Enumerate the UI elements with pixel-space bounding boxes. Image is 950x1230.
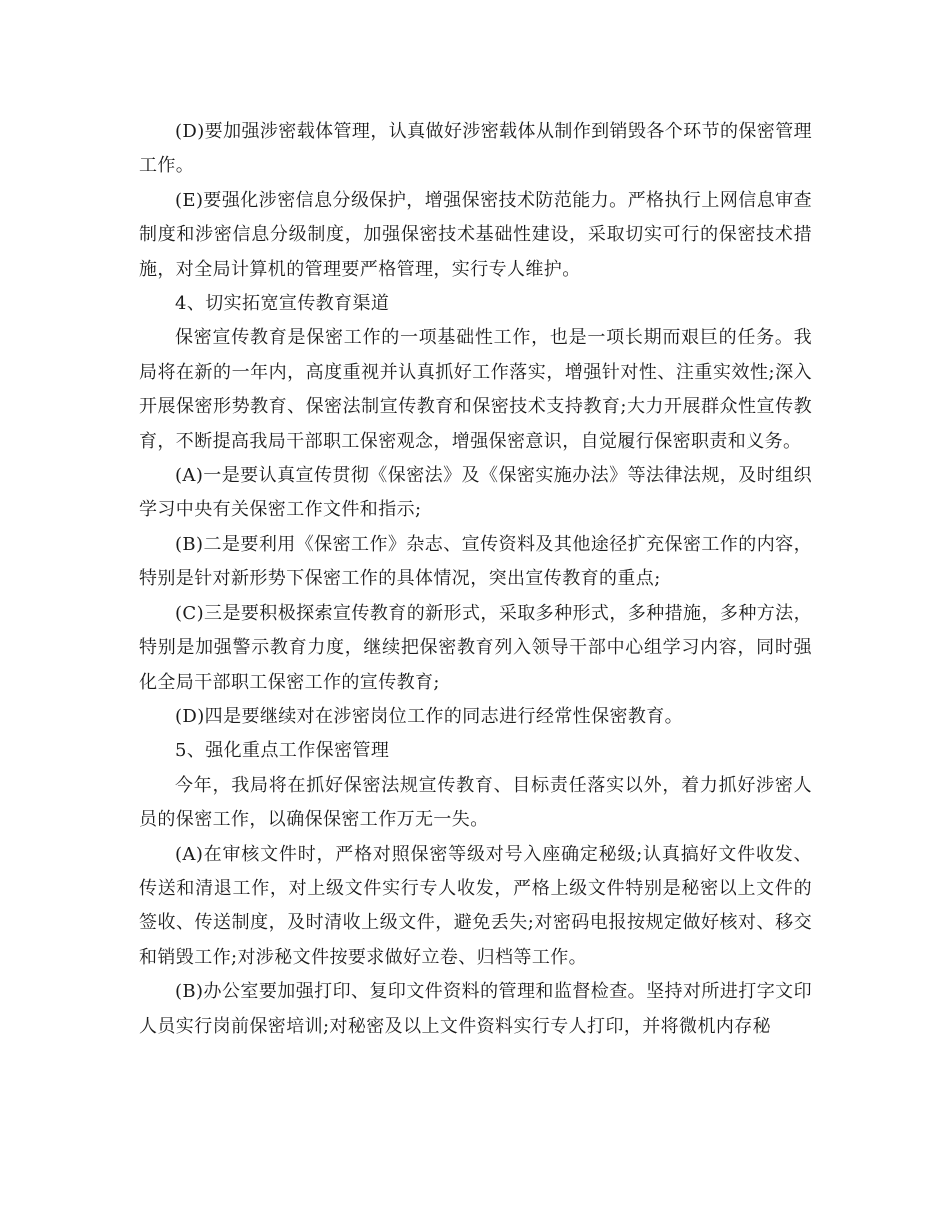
paragraph-a-document-review: (A)在审核文件时，严格对照保密等级对号入座确定秘级;认真搞好文件收发、传送和清退工作，对上级文件实行专人收发，严格上级文件特别是秘密以上文件的签收、传送制度，及时清收上级文件，避免丢失;对密码电报按规定做好核对、移交和销毁工作;对涉秘文件按要求做好立卷、归档等工作。 [139,843,812,968]
paragraph-c-new-forms: (C)三是要积极探索宣传教育的新形式，采取多种形式，多种措施，多种方法，特别是加强警示教育力度，继续把保密教育列入领导干部中心组学习内容，同时强化全局干部职工保密工作的宣传教育; [139,602,812,693]
paragraph-publicity-education: 保密宣传教育是保密工作的一项基础性工作，也是一项长期而艰巨的任务。我局将在新的一年内，高度重视并认真抓好工作落实，增强针对性、注重实效性;深入开展保密形势教育、保密法制宣传教育和保密技术支持教育;大力开展群众性宣传教育，不断提高我局干部职工保密观念，增强保密意识，自觉履行保密职责和义务。 [139,327,812,452]
paragraph-b-printing-management: (B)办公室要加强打印、复印文件资料的管理和监督检查。坚持对所进打字文印人员实行岗前保密培训;对秘密及以上文件资料实行专人打印，并将微机内存秘 [139,981,812,1037]
paragraph-d-carrier-management: (D)要加强涉密载体管理，认真做好涉密载体从制作到销毁各个环节的保密管理工作。 [139,121,812,177]
paragraph-e-graded-protection: (E)要强化涉密信息分级保护，增强保密技术防范能力。严格执行上网信息审查制度和涉密信息分级制度，加强保密技术基础性建设，采取切实可行的保密技术措施，对全局计算机的管理要严格管理，实行专人维护。 [139,189,812,280]
section-heading-5: 5、强化重点工作保密管理 [175,740,390,762]
document-body [139,115,812,1044]
section-heading-4: 4、切实拓宽宣传教育渠道 [175,293,390,315]
paragraph-key-work-intro: 今年，我局将在抓好保密法规宣传教育、目标责任落实以外，着力抓好涉密人员的保密工作，以确保保密工作万无一失。 [139,774,812,831]
paragraph-d-regular-education: (D)四是要继续对在涉密岗位工作的同志进行经常性保密教育。 [175,705,684,727]
paragraph-b-magazine: (B)二是要利用《保密工作》杂志、宣传资料及其他途径扩充保密工作的内容，特别是针对新形势下保密工作的具体情况，突出宣传教育的重点; [139,533,812,590]
paragraph-a-law-study: (A)一是要认真宣传贯彻《保密法》及《保密实施办法》等法律法规，及时组织学习中央有关保密工作文件和指示; [139,465,812,521]
